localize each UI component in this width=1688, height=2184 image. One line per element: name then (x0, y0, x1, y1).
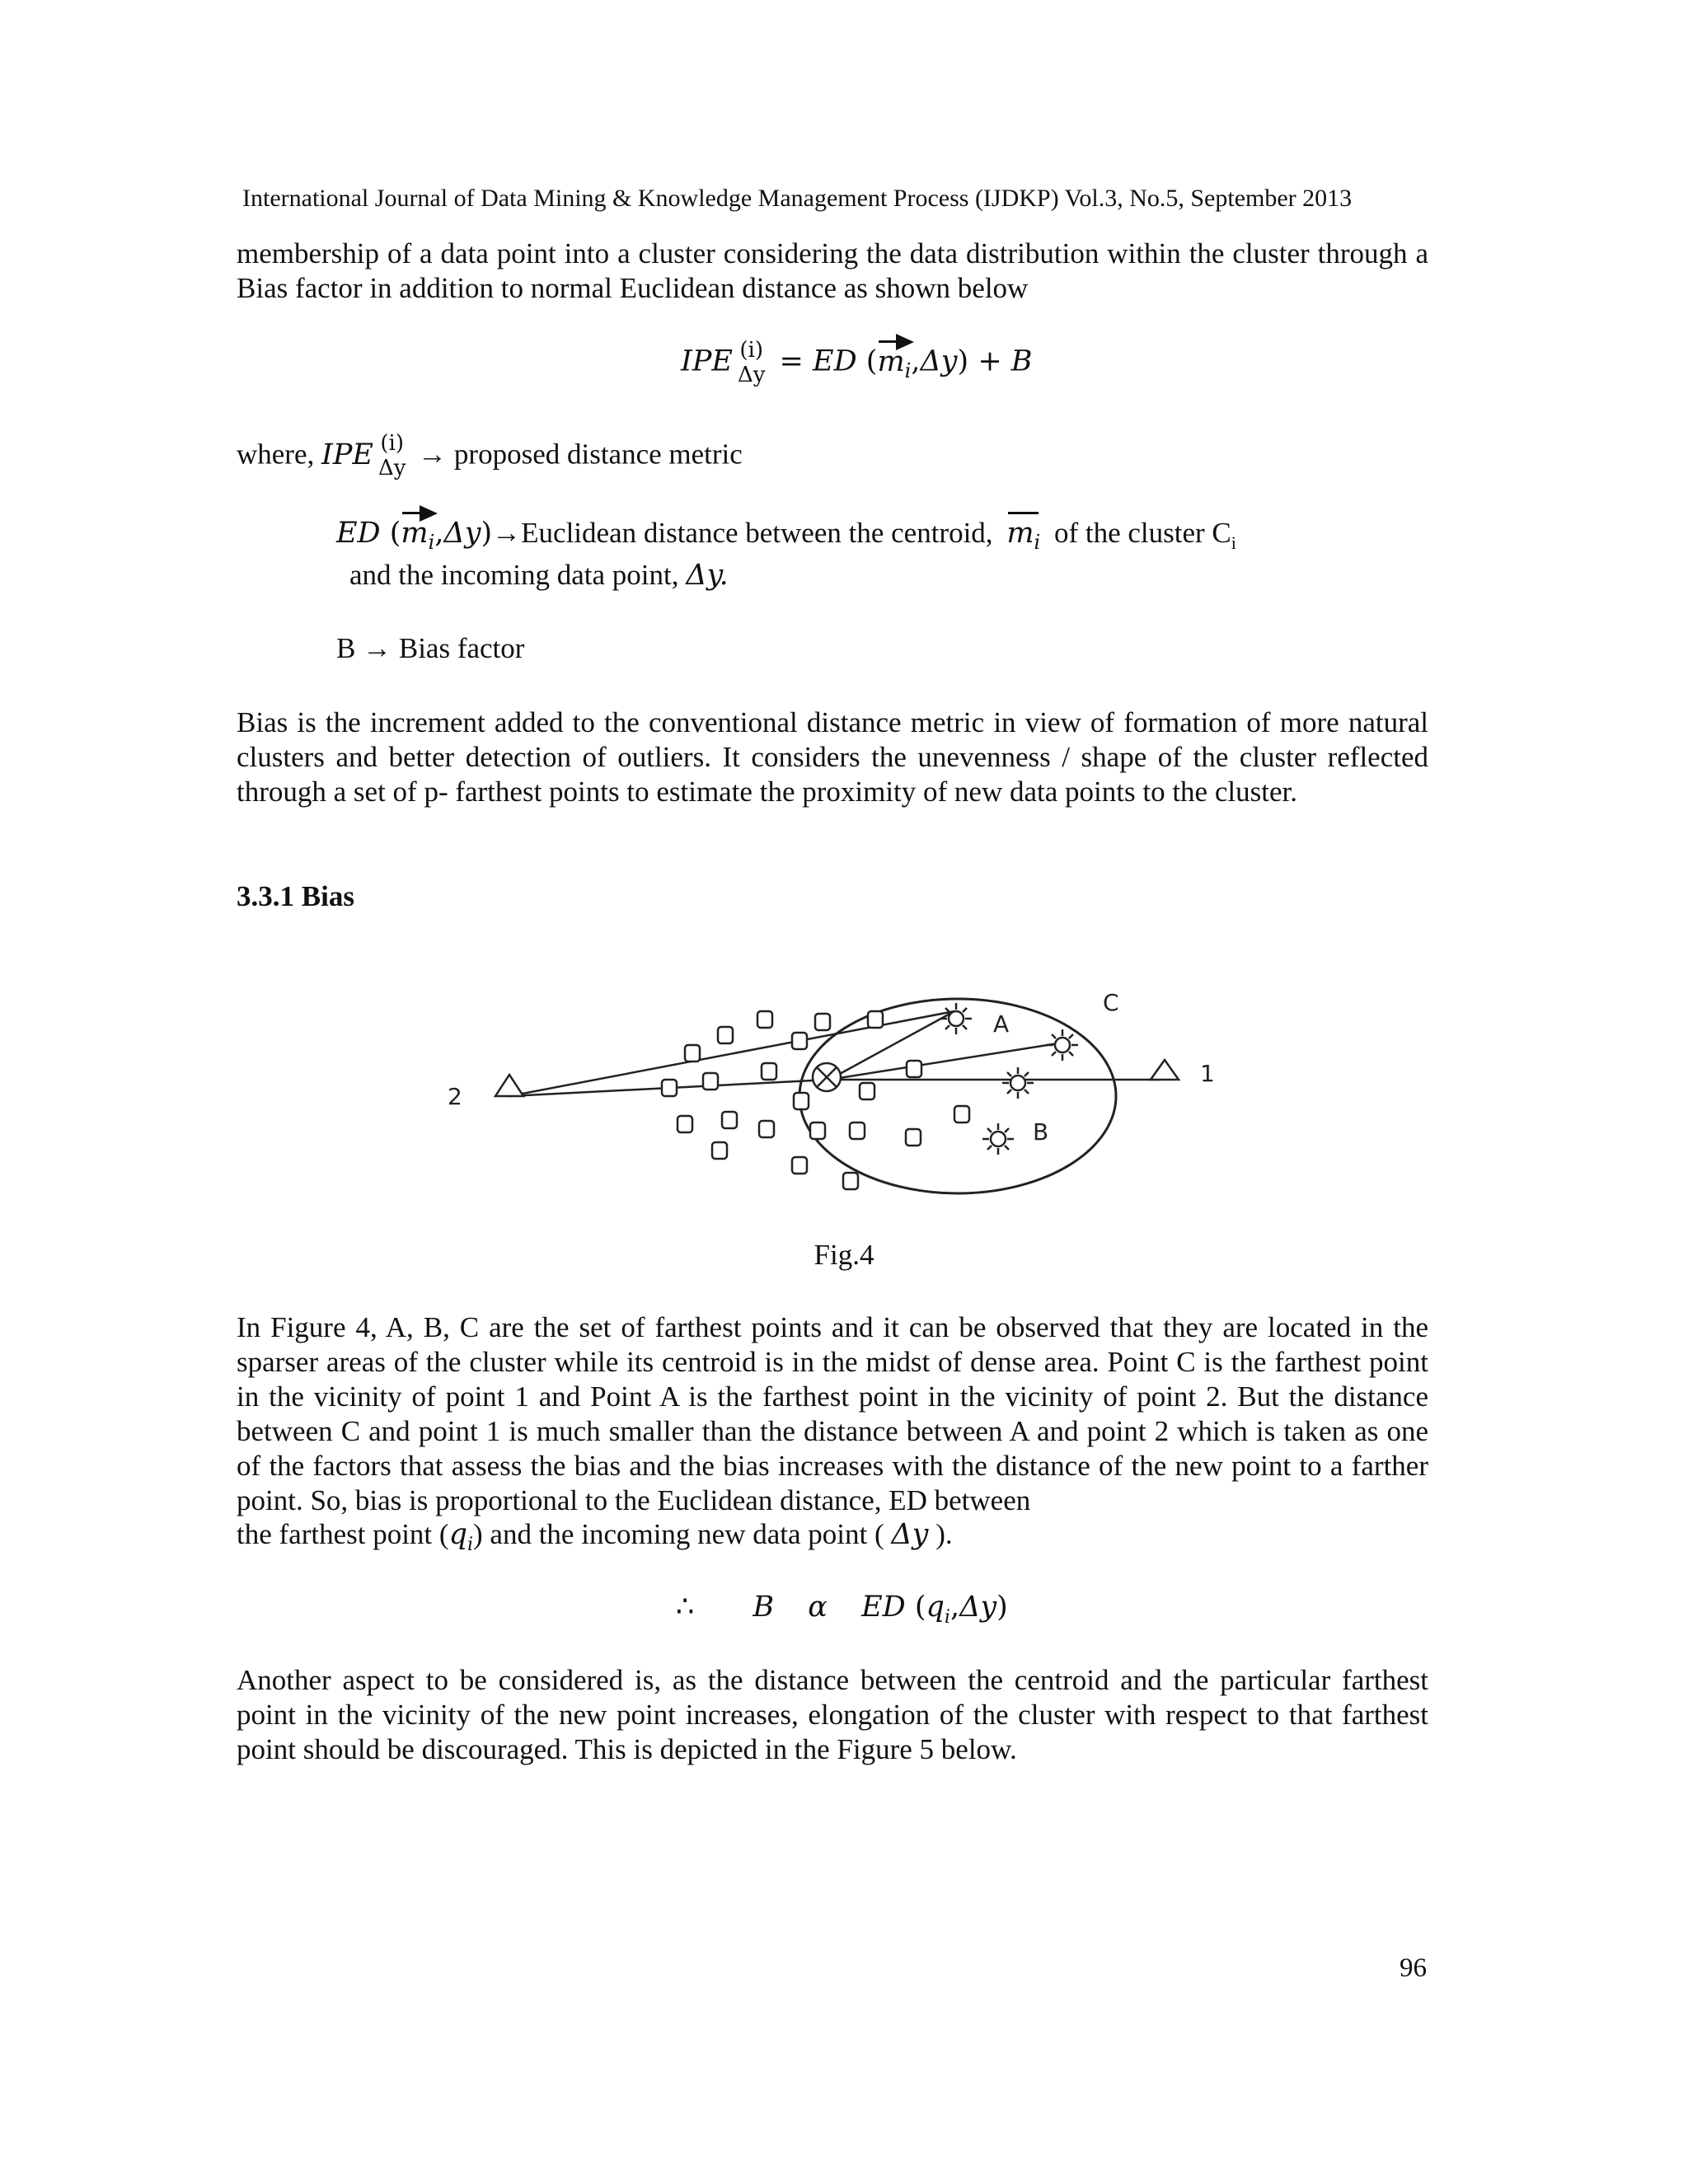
prop-q-sub: i (944, 1607, 950, 1628)
page-number: 96 (1400, 1953, 1427, 1983)
where-ci-sub: i (1231, 532, 1236, 553)
label-b: B (1033, 1118, 1049, 1146)
where-m: m (401, 517, 429, 550)
eq-ed: ED (813, 344, 857, 378)
eq-equals: = (779, 344, 804, 378)
running-header: International Journal of Data Mining & Knowledge Management Process (IJDKP) Vol.3, No.5, September 2013 (242, 185, 1353, 212)
figure-paragraph: In Figure 4, A, B, C are the set of farthest points and it can be observed that they are located in the sparser areas of the cluster while its centroid is in the midst of dense area. Point C is the farthest point in the vicinity of point 1 and Point A is the farthest point in the vicinity of point 2. But the distance between C and point 1 is much smaller than the distance between A and point 2 which is taken as one of the factors that assess the bias and the bias increases with the distance of the new point to a farther point. So, bias is proportional to the Euclidean distance, ED between (237, 1311, 1428, 1516)
prop-q: q (926, 1591, 945, 1624)
where-prefix: where, (237, 438, 315, 471)
centroid-marker (813, 1063, 841, 1091)
where-term2-desc-b: of the cluster C (1053, 517, 1231, 549)
where-term2-line2: and the incoming data point, (349, 559, 679, 591)
where-centroid-vector (401, 517, 434, 554)
prop-dy: Δy (959, 1591, 997, 1624)
new-point-1 (1151, 1060, 1179, 1080)
intro-paragraph: membership of a data point into a cluster considering the data distribution within the cluster through a Bias factor in addition to normal Euclidean distance as shown below (237, 237, 1428, 304)
where-m2: m (1006, 517, 1034, 550)
prop-alpha: α (808, 1591, 828, 1624)
where-line-1 (237, 431, 743, 480)
where-term2-desc-a: →Euclidean distance between the centroid, (492, 517, 993, 549)
eq-sup: (i) (739, 338, 763, 363)
eq-b: B (1010, 344, 1033, 378)
farthest-point-mid (1002, 1067, 1034, 1099)
bias-paragraph: Bias is the increment added to the conventional distance metric in view of formation of more natural clusters and better detection of outliers. It considers the unevenness / shape of the cluster reflected through a set of p- farthest points to estimate the proximity of new data points to the cluster. (237, 706, 1428, 808)
label-c: C (1103, 989, 1119, 1016)
prop-b: B (753, 1591, 775, 1624)
eq-sub: Δy (737, 363, 766, 387)
eq-script (738, 338, 765, 387)
new-point-2 (495, 1075, 523, 1096)
fp-last-c: ). (935, 1518, 953, 1550)
figure-4 (429, 964, 1236, 1212)
where-line-2: ED $(m_i,\Delta y)\to Euclidean$ distance between the centroid, $m_i$ of the cluster $C_i$ (336, 517, 1236, 554)
therefore-symbol: ∴ (676, 1591, 695, 1624)
eq-centroid-vector (877, 345, 911, 382)
main-equation: IPE (i) Δy = ED $(m_i,\Delta y) + B$ (681, 338, 1033, 387)
fp-q-sub: i (467, 1535, 474, 1555)
farthest-point-c (1047, 1029, 1078, 1061)
fp-q: q (448, 1518, 467, 1551)
figure-caption: Fig.4 (814, 1239, 874, 1271)
eq-m-sub: i (904, 359, 912, 382)
final-paragraph: Another aspect to be considered is, as the distance between the centroid and the particular farthest point in the vicinity of the new point increases, elongation of the cluster with respect to that farthest point should be discouraged. This is depicted in the Figure 5 below. (237, 1664, 1428, 1765)
fp-dy: Δy (891, 1518, 929, 1551)
label-a: A (993, 1010, 1010, 1038)
where-sub: Δy (377, 456, 406, 480)
fp-last-a: the farthest point ( (237, 1518, 449, 1550)
where-line-3 (349, 559, 729, 592)
where-sup: (i) (380, 431, 404, 456)
where-term1-desc: → proposed distance metric (418, 438, 743, 471)
farthest-point-a (940, 1003, 972, 1034)
where-ipe: IPE (321, 438, 373, 471)
prop-ed: ED (861, 1591, 906, 1624)
where-b-desc: → Bias factor (363, 632, 525, 664)
where-centroid-symbol (1006, 517, 1040, 554)
label-1: 1 (1200, 1060, 1215, 1087)
eq-m: m (877, 344, 905, 378)
where-dy: Δy (443, 517, 481, 550)
farthest-point-b (982, 1123, 1014, 1155)
where-b-symbol: B (336, 632, 356, 664)
proportional-relation: ∴ B α ED $(q_i,\Delta y)$ (676, 1591, 1008, 1628)
eq-dy: Δy (920, 344, 958, 378)
figure-paragraph-last-line (237, 1518, 953, 1555)
where-ipe-script (378, 431, 406, 480)
where-m2-sub: i (1034, 531, 1041, 554)
eq-plus: + (978, 344, 1002, 378)
where-term2-dy: Δy. (686, 559, 729, 592)
label-2: 2 (448, 1083, 462, 1110)
where-line-4 (336, 632, 524, 665)
section-heading: 3.3.1 Bias (237, 880, 354, 912)
fp-last-b: ) and the incoming new data point ( (473, 1518, 884, 1550)
where-m-sub: i (428, 531, 435, 554)
eq-lhs: IPE (681, 344, 733, 378)
cluster-boundary (799, 999, 1116, 1193)
where-ed: ED (336, 517, 381, 550)
